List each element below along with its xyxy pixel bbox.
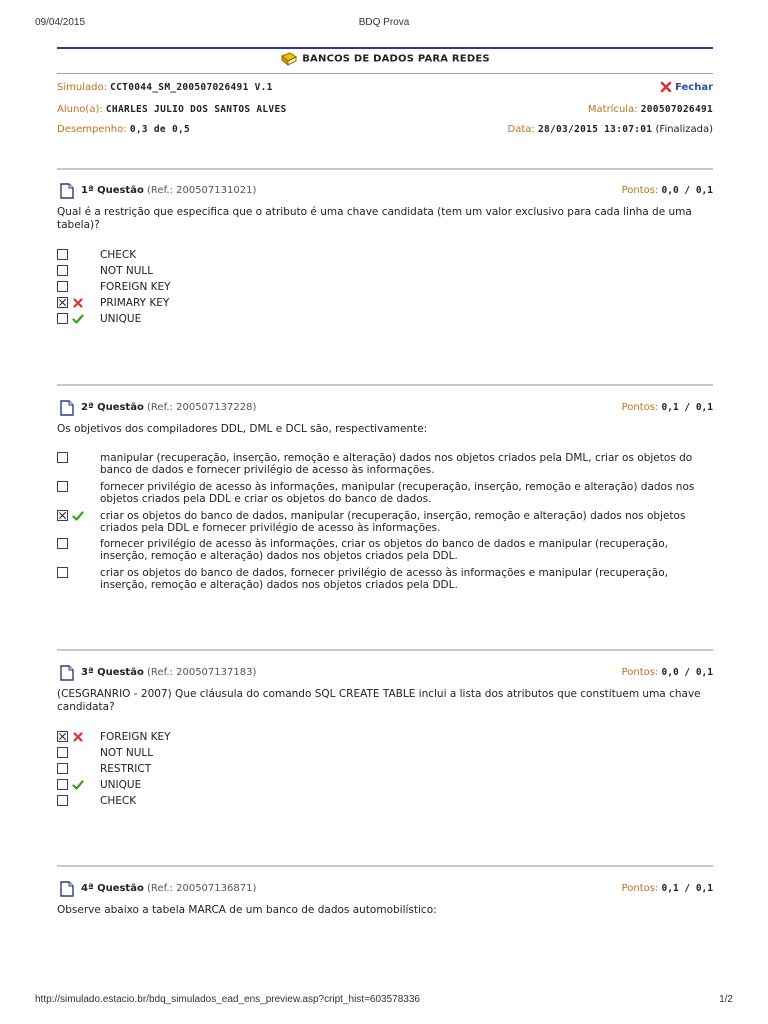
points-label: Pontos: <box>621 185 659 196</box>
desempenho-label: Desempenho: <box>57 124 127 135</box>
option-text: NOT NULL <box>100 265 154 277</box>
course-title-text: BANCOS DE DADOS PARA REDES <box>302 53 490 65</box>
question-number: 2ª Questão <box>81 402 144 413</box>
question-text: Qual é a restrição que especifica que o atributo é uma chave candidata (tem um valor exclusivo para cada linha de uma tabela)? <box>57 206 692 231</box>
points-value: 0,1 / 0,1 <box>661 402 713 413</box>
option-checkbox[interactable] <box>57 481 68 492</box>
question-header <box>57 665 713 681</box>
option-text: FOREIGN KEY <box>100 281 171 293</box>
option-text: NOT NULL <box>100 747 154 759</box>
data-status: (Finalizada) <box>655 124 713 135</box>
question-ref: (Ref.: 200507131021) <box>147 185 257 196</box>
points-label: Pontos: <box>621 402 659 413</box>
close-button[interactable] <box>660 81 713 95</box>
print-page-number: 1/2 <box>719 994 733 1005</box>
course-title <box>57 51 713 71</box>
question-text: (CESGRANRIO - 2007) Que cláusula do comando SQL CREATE TABLE inclui a lista dos atributos que constituem uma chave candidata? <box>57 688 701 713</box>
simulado-value: CCT0044_SM_200507026491 V.1 <box>110 82 273 93</box>
question-text: Os objetivos dos compiladores DDL, DML e DCL são, respectivamente: <box>57 423 428 435</box>
option-checkbox-checked[interactable] <box>57 731 68 742</box>
data-value: 28/03/2015 13:07:01 <box>537 124 653 135</box>
info-row-aluno <box>57 103 713 117</box>
question-number: 3ª Questão <box>81 667 144 678</box>
option-checkbox[interactable] <box>57 538 68 549</box>
question-ref: (Ref.: 200507136871) <box>147 883 257 894</box>
document-icon <box>60 665 74 681</box>
option-text: CHECK <box>100 249 137 261</box>
question-text: Observe abaixo a tabela MARCA de um banco de dados automobilístico: <box>57 904 437 916</box>
question-ref: (Ref.: 200507137183) <box>147 667 257 678</box>
question-header <box>57 881 713 897</box>
option-checkbox-checked[interactable] <box>57 510 68 521</box>
option-checkbox[interactable] <box>57 779 68 790</box>
option-checkbox-checked[interactable] <box>57 297 68 308</box>
matricula-value: 200507026491 <box>640 104 713 115</box>
option-text: UNIQUE <box>100 313 142 325</box>
option-text: RESTRICT <box>100 763 152 775</box>
option-checkbox[interactable] <box>57 249 68 260</box>
question-number: 4ª Questão <box>81 883 144 894</box>
option-checkbox[interactable] <box>57 452 68 463</box>
separator <box>57 865 713 867</box>
top-rule <box>57 47 713 49</box>
points-label: Pontos: <box>621 667 659 678</box>
wrong-icon <box>72 297 84 309</box>
question-number: 1ª Questão <box>81 185 144 196</box>
points-value: 0,0 / 0,1 <box>661 667 713 678</box>
option-text: criar os objetos do banco de dados, manipular (recuperação, inserção, remoção e alteração) dados nos objetos criados pela DDL e fornecer privilégio de acesso às informações. <box>100 510 686 534</box>
simulado-label: Simulado: <box>57 82 107 93</box>
close-label: Fechar <box>675 82 713 93</box>
document-icon <box>60 183 74 199</box>
points-value: 0,0 / 0,1 <box>661 185 713 196</box>
option-text: manipular (recuperação, inserção, remoção e alteração) dados nos objetos criados pela DML, criar os objetos do banco de dados e fornecer privilégio de acesso às informações. <box>100 452 693 476</box>
sub-rule <box>57 73 713 74</box>
separator <box>57 649 713 651</box>
close-icon <box>660 81 672 93</box>
book-icon <box>280 51 298 67</box>
option-checkbox[interactable] <box>57 795 68 806</box>
separator <box>57 168 713 170</box>
question-header <box>57 400 713 416</box>
print-date: 09/04/2015 <box>35 17 86 28</box>
option-checkbox[interactable] <box>57 747 68 758</box>
option-checkbox[interactable] <box>57 265 68 276</box>
question-header <box>57 183 713 199</box>
wrong-icon <box>72 731 84 743</box>
document-icon <box>60 400 74 416</box>
aluno-value: CHARLES JULIO DOS SANTOS ALVES <box>105 104 287 115</box>
option-text: criar os objetos do banco de dados, fornecer privilégio de acesso às informações e manipular (recuperação, inserção, remoção e alteração) dados nos objetos criados pela DDL. <box>100 567 668 591</box>
question-ref: (Ref.: 200507137228) <box>147 402 257 413</box>
option-text: fornecer privilégio de acesso às informações, manipular (recuperação, inserção, remoção e alteração) dados nos objetos criados pela DDL e criar os objetos do banco de dados. <box>100 481 695 505</box>
print-header <box>35 17 733 31</box>
points-value: 0,1 / 0,1 <box>661 883 713 894</box>
matricula-label: Matrícula: <box>587 104 638 115</box>
option-text: UNIQUE <box>100 779 142 791</box>
print-footer <box>35 994 733 1008</box>
points-label: Pontos: <box>621 883 659 894</box>
option-text: FOREIGN KEY <box>100 731 171 743</box>
option-text: PRIMARY KEY <box>100 297 170 309</box>
document-icon <box>60 881 74 897</box>
option-checkbox[interactable] <box>57 281 68 292</box>
option-checkbox[interactable] <box>57 313 68 324</box>
print-title: BDQ Prova <box>358 17 410 28</box>
info-row-desempenho <box>57 123 713 137</box>
correct-icon <box>72 313 84 325</box>
option-text: CHECK <box>100 795 137 807</box>
desempenho-value: 0,3 de 0,5 <box>129 124 191 135</box>
print-url: http://simulado.estacio.br/bdq_simulados_ead_ens_preview.asp?cript_hist=603578336 <box>35 994 420 1005</box>
separator <box>57 384 713 386</box>
data-label: Data: <box>507 124 535 135</box>
option-checkbox[interactable] <box>57 567 68 578</box>
aluno-label: Aluno(a): <box>57 104 103 115</box>
info-row-simulado <box>57 81 713 95</box>
correct-icon <box>72 510 84 522</box>
option-text: fornecer privilégio de acesso às informações, criar os objetos do banco de dados e manipular (recuperação, inserção, remoção e alteração) dados nos objetos criados pela DDL. <box>100 538 668 562</box>
option-checkbox[interactable] <box>57 763 68 774</box>
correct-icon <box>72 779 84 791</box>
